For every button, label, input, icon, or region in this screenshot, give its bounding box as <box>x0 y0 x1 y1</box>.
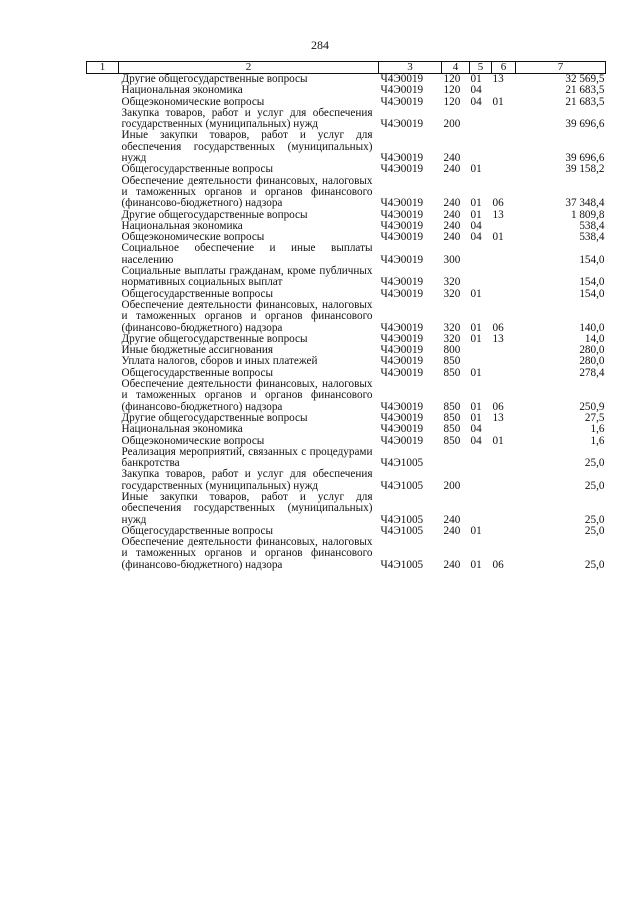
row-code: Ч4Э0019 <box>380 253 424 266</box>
row-index-cell <box>87 221 119 232</box>
row-col4: 200 <box>443 479 461 492</box>
row-col5: 04 <box>470 423 482 436</box>
row-col6: 13 <box>492 208 504 221</box>
table-row <box>87 492 606 526</box>
row-code: Ч4Э1005 <box>380 524 424 537</box>
row-sum: 154,0 <box>579 287 605 300</box>
row-sum: 21 683,5 <box>565 84 605 97</box>
row-code: Ч4Э0019 <box>380 73 424 85</box>
row-col4: 240 <box>443 197 461 210</box>
row-index-cell <box>87 334 119 345</box>
row-col5: 04 <box>470 219 482 232</box>
row-code: Ч4Э0019 <box>380 411 424 424</box>
row-col4: 240 <box>443 231 461 244</box>
row-col6: 01 <box>492 434 504 447</box>
row-name: Социальные выплаты гражданам, кроме публичных нормативных социальных выплат <box>121 265 373 289</box>
row-sum: 14,0 <box>584 332 605 345</box>
table-body <box>87 74 606 572</box>
row-col5 <box>470 345 492 356</box>
row-col4: 240 <box>443 513 461 526</box>
table-row <box>87 164 606 175</box>
row-name: Национальная экономика <box>121 423 243 436</box>
row-name: Общегосударственные вопросы <box>121 163 274 176</box>
row-index-cell <box>87 85 119 96</box>
row-col5 <box>470 469 492 492</box>
row-index-cell <box>87 74 119 86</box>
row-name: Общеэкономические вопросы <box>121 434 265 447</box>
row-col6 <box>492 424 516 435</box>
row-sum: 538,4 <box>579 219 605 232</box>
row-name: Общегосударственные вопросы <box>121 366 274 379</box>
row-sum: 140,0 <box>579 321 605 334</box>
row-code: Ч4Э0019 <box>380 366 424 379</box>
row-name: Другие общегосударственные вопросы <box>121 332 308 345</box>
row-name: Другие общегосударственные вопросы <box>121 208 308 221</box>
row-code: Ч4Э0019 <box>380 423 424 436</box>
row-col5: 01 <box>470 558 482 571</box>
row-index-cell <box>87 379 119 413</box>
table-row <box>87 85 606 96</box>
row-code: Ч4Э0019 <box>380 287 424 300</box>
row-col5: 01 <box>470 208 482 221</box>
row-col4: 850 <box>443 411 461 424</box>
row-index-cell <box>87 492 119 526</box>
row-col5: 01 <box>470 163 482 176</box>
table-row <box>87 243 606 266</box>
row-col4: 850 <box>443 434 461 447</box>
row-col5: 04 <box>470 434 482 447</box>
row-col4: 240 <box>443 163 461 176</box>
row-col6 <box>492 447 516 470</box>
row-col4: 850 <box>443 366 461 379</box>
row-name: Другие общегосударственные вопросы <box>121 73 308 85</box>
row-index-cell <box>87 345 119 356</box>
row-sum: 1,6 <box>590 423 605 436</box>
row-sum: 25,0 <box>584 457 605 470</box>
row-index-cell <box>87 447 119 470</box>
row-name: Реализация мероприятий, связанных с процедурами банкротства <box>121 445 373 470</box>
table-row <box>87 176 606 210</box>
row-col5: 01 <box>470 332 482 345</box>
row-col4: 300 <box>443 253 461 266</box>
row-col5 <box>470 447 492 470</box>
row-name: Общеэкономические вопросы <box>121 231 265 244</box>
row-name: Обеспечение деятельности финансовых, налоговых и таможенных органов и органов финансового (финансово-бюджетного) надзора <box>121 536 373 571</box>
row-col5: 01 <box>470 321 482 334</box>
budget-table <box>86 61 606 571</box>
row-index-cell <box>87 289 119 300</box>
row-index-cell <box>87 424 119 435</box>
row-col4: 850 <box>443 423 461 436</box>
row-name: Иные закупки товаров, работ и услуг для обеспечения государственных (муниципальных) нужд <box>121 490 373 526</box>
row-sum: 21 683,5 <box>565 95 605 108</box>
row-sum: 39 158,2 <box>565 163 605 176</box>
row-col6: 13 <box>492 332 504 345</box>
row-col6 <box>492 356 516 367</box>
row-col5 <box>470 266 492 289</box>
row-name: Уплата налогов, сборов и иных платежей <box>121 355 318 368</box>
row-index-cell <box>87 413 119 424</box>
row-code: Ч4Э0019 <box>380 197 424 210</box>
row-name: Общеэкономические вопросы <box>121 95 265 108</box>
row-name: Обеспечение деятельности финансовых, налоговых и таможенных органов и органов финансового (финансово-бюджетного) надзора <box>121 298 373 334</box>
row-index-cell <box>87 537 119 571</box>
table-row <box>87 424 606 435</box>
row-col6 <box>492 85 516 96</box>
row-name: Общегосударственные вопросы <box>121 524 274 537</box>
table-row <box>87 108 606 131</box>
row-col5: 01 <box>470 73 482 85</box>
row-col4: 240 <box>443 208 461 221</box>
column-header-3: 3 <box>379 62 442 74</box>
row-col6: 06 <box>492 558 504 571</box>
row-col6 <box>492 289 516 300</box>
row-sum: 25,0 <box>584 558 605 571</box>
row-index-cell <box>87 130 119 164</box>
row-code: Ч4Э0019 <box>380 276 424 289</box>
row-code: Ч4Э0019 <box>380 400 424 413</box>
row-code: Ч4Э1005 <box>380 513 424 526</box>
row-col4: 120 <box>443 95 461 108</box>
row-col6 <box>492 368 516 379</box>
row-index-cell <box>87 164 119 175</box>
row-col5 <box>470 130 492 164</box>
row-sum: 280,0 <box>579 344 605 357</box>
row-code: Ч4Э0019 <box>380 321 424 334</box>
row-col4: 850 <box>443 355 461 368</box>
row-col6 <box>492 130 516 164</box>
row-sum: 32 569,5 <box>565 73 605 85</box>
row-name: Закупка товаров, работ и услуг для обеспечения государственных (муниципальных) нужд <box>121 106 373 131</box>
row-col6 <box>492 492 516 526</box>
row-col5 <box>470 492 492 526</box>
column-header-2: 2 <box>119 62 379 74</box>
header-row <box>87 62 606 74</box>
row-code: Ч4Э0019 <box>380 231 424 244</box>
row-index-cell <box>87 300 119 334</box>
row-col6 <box>492 469 516 492</box>
row-col4: 320 <box>443 287 461 300</box>
row-index-cell <box>87 243 119 266</box>
row-col6 <box>492 526 516 537</box>
row-col4: 240 <box>443 152 461 165</box>
row-index-cell <box>87 526 119 537</box>
row-sum: 154,0 <box>579 253 605 266</box>
row-col6: 13 <box>492 411 504 424</box>
row-sum: 154,0 <box>579 276 605 289</box>
table-row <box>87 266 606 289</box>
row-col5: 04 <box>470 231 482 244</box>
row-code: Ч4Э0019 <box>380 434 424 447</box>
row-sum: 39 696,6 <box>565 118 605 131</box>
row-col6: 13 <box>492 73 504 85</box>
row-code: Ч4Э0019 <box>380 355 424 368</box>
row-code: Ч4Э0019 <box>380 152 424 165</box>
row-code: Ч4Э0019 <box>380 208 424 221</box>
row-code: Ч4Э0019 <box>380 163 424 176</box>
table-row <box>87 300 606 334</box>
row-index-cell <box>87 210 119 221</box>
row-index-cell <box>87 232 119 243</box>
row-index-cell <box>87 356 119 367</box>
row-col4: 850 <box>443 400 461 413</box>
row-code: Ч4Э0019 <box>380 95 424 108</box>
row-code: Ч4Э0019 <box>380 219 424 232</box>
row-code: Ч4Э0019 <box>380 84 424 97</box>
row-index-cell <box>87 368 119 379</box>
row-sum: 1 809,8 <box>570 208 605 221</box>
table-row <box>87 537 606 571</box>
row-col5: 04 <box>470 95 482 108</box>
table-row <box>87 447 606 470</box>
row-index-cell <box>87 97 119 108</box>
row-col4: 120 <box>443 84 461 97</box>
row-index-cell <box>87 436 119 447</box>
row-code: Ч4Э1005 <box>380 457 424 470</box>
row-name: Другие общегосударственные вопросы <box>121 411 308 424</box>
page-number: 284 <box>311 38 329 52</box>
row-sum: 27,5 <box>584 411 605 424</box>
row-index-cell <box>87 108 119 131</box>
row-name: Обеспечение деятельности финансовых, налоговых и таможенных органов и органов финансового (финансово-бюджетного) надзора <box>121 378 373 413</box>
row-code: Ч4Э0019 <box>380 332 424 345</box>
row-sum: 1,6 <box>590 434 605 447</box>
row-col5 <box>470 108 492 131</box>
column-header-7: 7 <box>516 62 606 74</box>
column-header-1: 1 <box>87 62 119 74</box>
row-sum: 25,0 <box>584 479 605 492</box>
row-index-cell <box>87 266 119 289</box>
table-row <box>87 379 606 413</box>
row-name: Общегосударственные вопросы <box>121 287 274 300</box>
row-col5: 01 <box>470 524 482 537</box>
row-sum: 538,4 <box>579 231 605 244</box>
row-sum: 250,9 <box>579 400 605 413</box>
table-row <box>87 130 606 164</box>
row-col6: 06 <box>492 321 504 334</box>
row-col6 <box>492 266 516 289</box>
row-name: Обеспечение деятельности финансовых, налоговых и таможенных органов и органов финансового (финансово-бюджетного) надзора <box>121 174 373 210</box>
row-code: Ч4Э1005 <box>380 479 424 492</box>
row-col6 <box>492 345 516 356</box>
row-sum: 280,0 <box>579 355 605 368</box>
row-sum: 25,0 <box>584 513 605 526</box>
column-header-4: 4 <box>442 62 470 74</box>
row-col4: 200 <box>443 118 461 131</box>
row-col5 <box>470 243 492 266</box>
row-col4: 240 <box>443 558 461 571</box>
row-code: Ч4Э1005 <box>380 558 424 571</box>
row-col6: 06 <box>492 197 504 210</box>
column-header-5: 5 <box>470 62 492 74</box>
row-col6 <box>492 243 516 266</box>
row-col4: 120 <box>443 73 461 85</box>
row-col4: 800 <box>443 344 461 357</box>
row-col5: 04 <box>470 84 482 97</box>
row-col4 <box>442 447 470 470</box>
row-index-cell <box>87 176 119 210</box>
row-col4: 240 <box>443 219 461 232</box>
row-col4: 320 <box>443 321 461 334</box>
row-name: Закупка товаров, работ и услуг для обеспечения государственных (муниципальных) нужд <box>121 468 373 492</box>
row-sum: 37 348,4 <box>565 197 605 210</box>
row-col6 <box>492 164 516 175</box>
row-col6: 06 <box>492 400 504 413</box>
row-sum: 278,4 <box>579 366 605 379</box>
row-name: Национальная экономика <box>121 84 243 97</box>
row-col5: 01 <box>470 366 482 379</box>
row-name: Социальное обеспечение и иные выплаты населению <box>121 242 373 266</box>
row-col6: 01 <box>492 231 504 244</box>
row-sum: 25,0 <box>584 524 605 537</box>
row-name: Иные закупки товаров, работ и услуг для обеспечения государственных (муниципальных) нужд <box>121 129 373 165</box>
column-header-6: 6 <box>492 62 516 74</box>
row-col5: 01 <box>470 197 482 210</box>
row-col6 <box>492 108 516 131</box>
row-col5: 01 <box>470 287 482 300</box>
row-col5: 01 <box>470 400 482 413</box>
table-row <box>87 469 606 492</box>
row-col4: 320 <box>443 332 461 345</box>
row-code: Ч4Э0019 <box>380 118 424 131</box>
row-index-cell <box>87 469 119 492</box>
row-col4: 240 <box>443 524 461 537</box>
row-name: Иные бюджетные ассигнования <box>121 344 273 357</box>
row-name: Национальная экономика <box>121 219 243 232</box>
row-col5: 01 <box>470 411 482 424</box>
row-code: Ч4Э0019 <box>380 344 424 357</box>
row-col4: 320 <box>443 276 461 289</box>
row-sum: 39 696,6 <box>565 152 605 165</box>
row-col6: 01 <box>492 95 504 108</box>
